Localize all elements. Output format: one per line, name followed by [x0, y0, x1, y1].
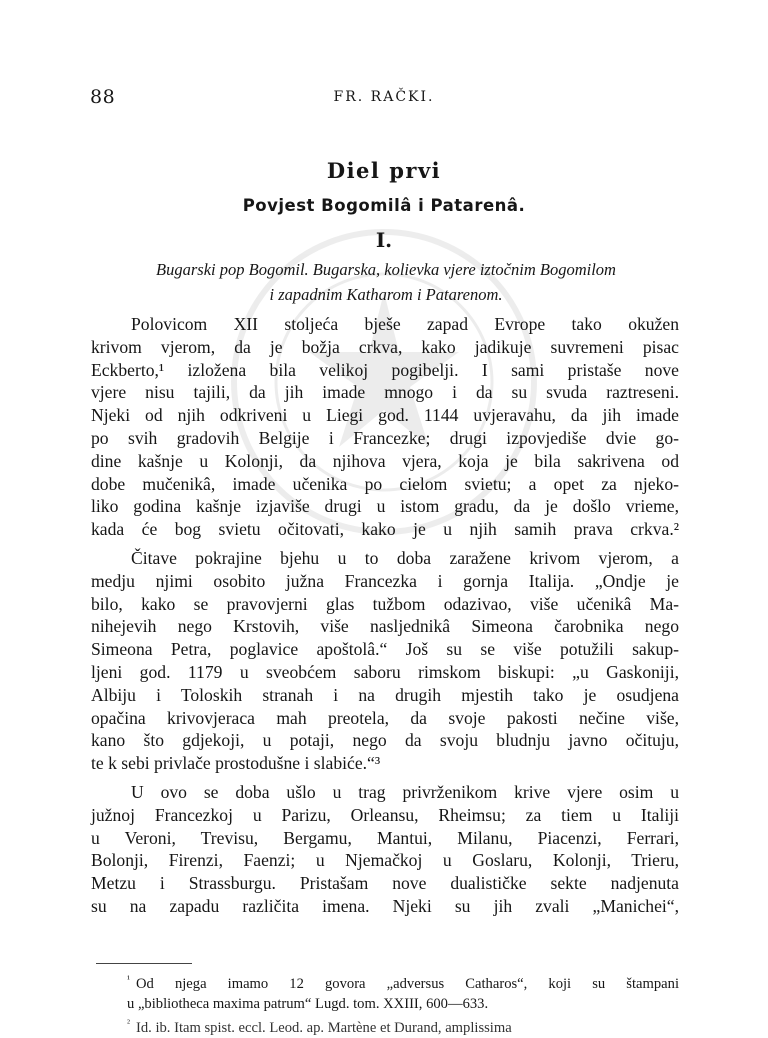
footnote-mark: ² — [127, 1017, 130, 1029]
text-line: po svih gradovih Belgije i Francezke; drugi izpovjediše dvie go- — [91, 427, 679, 448]
text-line: Čitave pokrajine bjehu u to doba zaražene krivom vjerom, a — [131, 547, 679, 568]
footnote-mark: ¹ — [127, 974, 130, 985]
paragraph-1 — [91, 313, 679, 541]
text-line: Simeona Petra, poglavice apoštolâ.“ Još su se više potužili sakup- — [91, 639, 679, 660]
text-line: južnoj Francezkoj u Parizu, Orleansu, Rheimsu; za tiem u Italiji — [91, 804, 679, 825]
text-line: nihejevih nego Krstovih, više nasljednikâ Simeona čarobnika nego — [91, 616, 679, 637]
footnote-line — [91, 970, 679, 994]
body-text — [91, 313, 679, 918]
chapter-numeral: I. — [375, 228, 393, 252]
footnote-line: u „bibliotheca maxima patrum“ Lugd. tom. XXIII, 600—633. — [127, 995, 489, 1012]
footnote-text: Od njega imamo 12 govora „adversus Catharos“, koji su štampani — [136, 975, 679, 992]
text-line: Polovicom XII stoljeća bješe zapad Evrope tako okužen — [131, 314, 679, 334]
footnote-rule — [96, 963, 192, 964]
text-line: bilo, kako se pravovjerni glas tužbom odazivao, više učenikâ Ma- — [91, 593, 679, 614]
summary-line: Bugarski pop Bogomil. Bugarska, kolievka vjere iztočnim Bogomilom — [156, 260, 616, 279]
paragraph-3 — [91, 781, 679, 918]
footnotes — [91, 970, 679, 1038]
text-line: dine kašnje u Kolonji, da njihova vjera, koja je bila sakrivena od — [91, 450, 679, 471]
footnote-text: Id. ib. Itam spist. eccl. Leod. ap. Martène et Durand, amplissima — [136, 1019, 512, 1036]
paragraph-2 — [91, 547, 679, 775]
text-line: Metzu i Strassburgu. Pristašam nove dualističke sekte nadjenuta — [91, 873, 679, 894]
text-line: su na zapadu različita imena. Njeki su jih zvali „Manichei“, — [91, 895, 679, 916]
text-line: Albiju i Toloskih stranah i na drugih mjestih tako je osudjena — [91, 684, 679, 705]
running-head — [90, 86, 678, 110]
text-line: U ovo se doba ušlo u trag privrženikom krive vjere osim u — [131, 781, 679, 802]
text-line: vjere nisu tajili, da jih imade mnogo i da su svuda raztreseni. — [91, 382, 679, 403]
text-line: Eckberto,¹ izložena bila velikoj pogibelji. I sami pristaše nove — [91, 359, 679, 380]
text-line: Njeki od njih odkriveni u Liegi god. 1144 uvjeravahu, da jih imade — [91, 405, 679, 426]
page-number: 88 — [90, 86, 116, 108]
running-title: FR. RAČKI. — [333, 89, 435, 105]
text-line: Bolonji, Firenzi, Faenzi; u Njemačkoj u Goslaru, Kolonji, Trieru, — [91, 850, 679, 871]
text-line: ljeni god. 1179 u sveobćem saboru rimskom biskupi: „u Gaskoniji, — [91, 661, 679, 682]
summary-line: i zapadnim Katharom i Patarenom. — [269, 285, 503, 304]
part-subtitle: Povjest Bogomilâ i Patarenâ. — [242, 196, 526, 215]
text-line: liko godina kašnje izjaviše drugi u istom gradu, da je došlo vrieme, — [91, 496, 679, 517]
text-line: dobe mučenikâ, imade učenika po cielom svietu; a opet za njeko- — [91, 473, 679, 494]
text-line: opačina krivovjeraca mah preotela, da svoje pakosti nečine više, — [91, 707, 679, 728]
text-line: kano što gdjekoji, u potaji, nego da svoju bludnju javno očituju, — [91, 730, 679, 751]
text-line: kada će bog svietu očitovati, kako je u njih samih prava crkva.² — [91, 519, 679, 540]
part-title: Diel prvi — [326, 158, 442, 183]
chapter-summary — [100, 257, 672, 307]
footnote-line — [91, 1014, 679, 1038]
text-line: te k sebi privlače prostodušne i slabiće.“³ — [91, 753, 381, 774]
text-line: krivom vjerom, da je božja crkva, kako jadikuje suvremeni pisac — [91, 336, 679, 357]
text-line: medju njimi osobito južna Francezka i gornja Italija. „Ondje je — [91, 570, 679, 591]
text-line: u Veroni, Trevisu, Bergamu, Mantui, Milanu, Piacenzi, Ferrari, — [91, 827, 679, 848]
